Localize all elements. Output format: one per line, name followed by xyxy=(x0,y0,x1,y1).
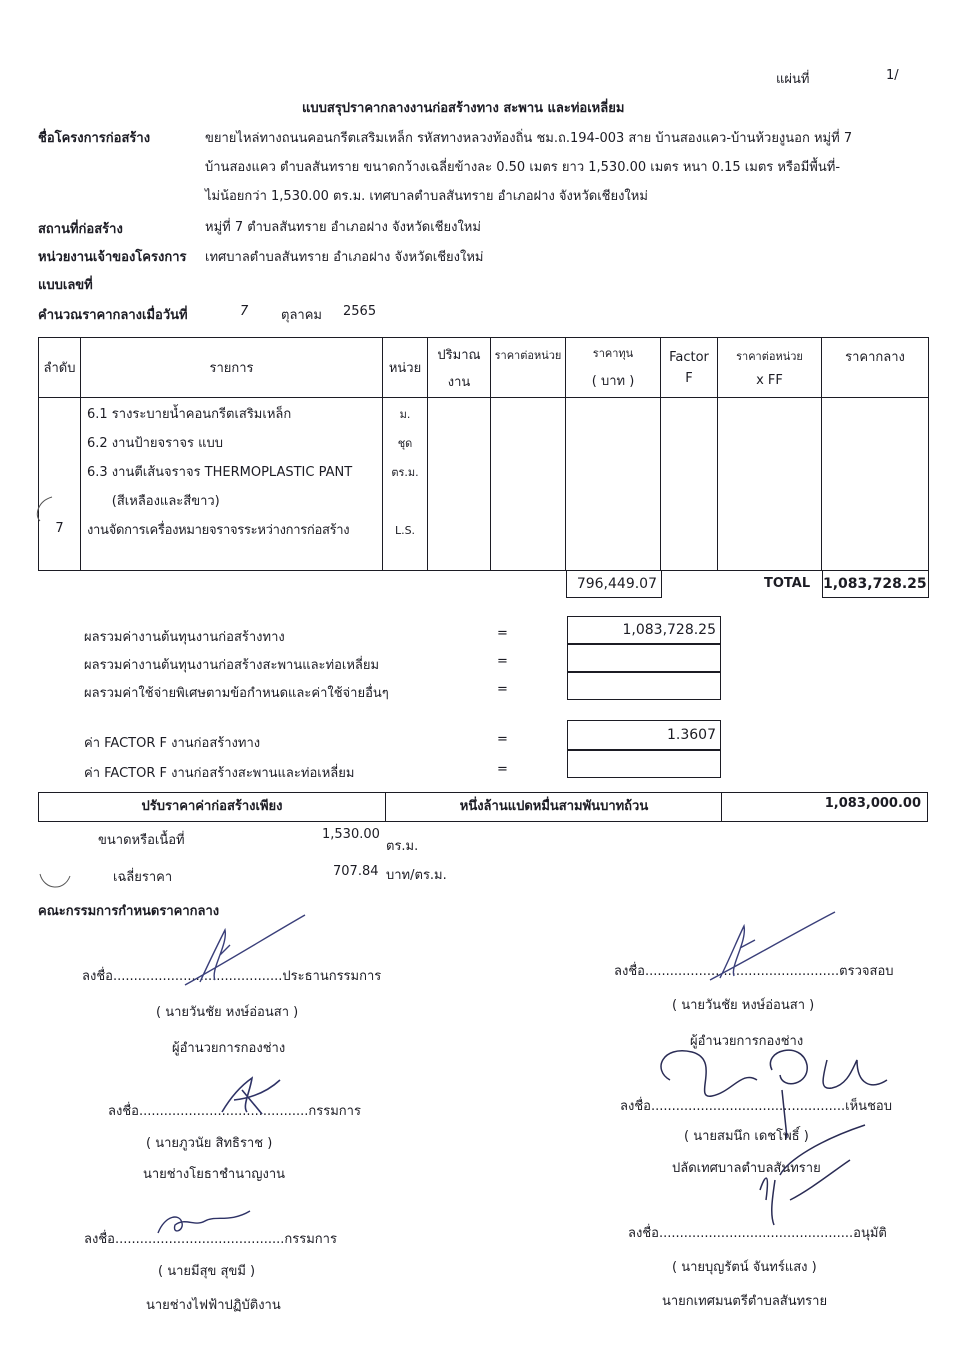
header-unit: หน่วย xyxy=(383,338,428,398)
row-unit: ชุด xyxy=(397,437,413,450)
project-line-2: บ้านสองแคว ตำบลสันทราย ขนาดกว้างเฉลี่ยข้างละ 0.50 เมตร ยาว 1,530.00 เมตร หนา 0.15 เมตร หรือมีพื้นที่- xyxy=(205,160,841,175)
row-unit: ตร.ม. xyxy=(391,466,419,479)
sign-line-approver-2: ลงชื่อ...............................................อนุมัติ xyxy=(628,1226,887,1241)
location-value: หมู่ที่ 7 ตำบลสันทราย อำเภอฝาง จังหวัดเชียงใหม่ xyxy=(205,220,481,235)
items-factor-cell xyxy=(661,398,718,571)
calc-date-label: คำนวณราคากลางเมื่อวันที่ xyxy=(38,308,188,323)
signer-position-chairman: ผู้อำนวยการกองช่าง xyxy=(172,1041,286,1056)
factor-road-label: ค่า FACTOR F งานก่อสร้างทาง xyxy=(84,736,261,751)
row-no: 7 xyxy=(55,521,64,536)
summary-extra-value xyxy=(567,672,721,700)
calc-date-month: ตุลาคม xyxy=(281,308,322,323)
sheet-number: 1/ xyxy=(886,68,899,83)
signer-name-approver-1: ( นายสมนึก เดชโพธิ์ ) xyxy=(684,1129,809,1144)
header-ppu-ff-1: ราคาต่อหน่วย xyxy=(736,350,803,363)
signer-position-inspector: ผู้อำนวยการกองช่าง xyxy=(690,1034,804,1049)
header-no: ลำดับ xyxy=(39,338,81,398)
items-median-cell xyxy=(822,398,929,571)
sheet-label: แผ่นที่ xyxy=(776,72,810,87)
row-unit: ม. xyxy=(399,408,411,421)
row-unit: L.S. xyxy=(394,524,416,537)
header-unit-price: ราคาต่อหน่วย xyxy=(491,338,566,398)
owner-value: เทศบาลตำบลสันทราย อำเภอฝาง จังหวัดเชียงใหม่ xyxy=(205,250,484,265)
sign-line-member-1: ลงชื่อ.........................................กรรมการ xyxy=(108,1104,361,1119)
items-no-cell xyxy=(39,398,81,571)
signer-position-approver-2: นายกเทศมนตรีตำบลสันทราย xyxy=(662,1294,828,1309)
summary-bridge-value xyxy=(567,644,721,672)
average-label: เฉลี่ยราคา xyxy=(113,870,173,885)
summary-road-eq: = xyxy=(497,626,508,641)
factor-bridge-value xyxy=(567,750,721,778)
summary-extra-label: ผลรวมค่าใช้จ่ายพิเศษตามข้อกำหนดและค่าใช้จ่ายอื่นๆ xyxy=(84,686,389,701)
row-item: 6.2 งานป้ายจราจร แบบ xyxy=(87,436,224,451)
signer-name-inspector: ( นายวันชัย หงษ์อ่อนสา ) xyxy=(672,998,815,1013)
calc-date-day: 7 xyxy=(240,304,249,319)
header-cost-1: ราคาทุน xyxy=(592,347,634,360)
signer-name-approver-2: ( นายบุญรัตน์ จันทร์แสง ) xyxy=(672,1260,817,1275)
header-factor-1: Factor xyxy=(669,349,709,365)
header-quantity xyxy=(428,338,491,398)
signature-inspector xyxy=(700,908,840,988)
signature-member-2 xyxy=(150,1205,260,1240)
row-item: 6.1 รางระบายน้ำคอนกรีตเสริมเหล็ก xyxy=(87,407,292,422)
area-value: 1,530.00 xyxy=(322,827,380,842)
adjusted-price-row xyxy=(38,792,928,822)
calc-date-year: 2565 xyxy=(343,304,377,319)
signature-approver-2 xyxy=(740,1120,870,1230)
total-value: 1,083,728.25 xyxy=(822,570,929,598)
items-description-cell xyxy=(81,398,383,571)
signature-chairman xyxy=(180,910,310,990)
summary-road-value: 1,083,728.25 xyxy=(567,616,721,644)
summary-extra-eq: = xyxy=(497,682,508,697)
factor-bridge-eq: = xyxy=(497,762,508,777)
factor-road-eq: = xyxy=(497,732,508,747)
plan-number-label: แบบเลขที่ xyxy=(38,278,93,293)
signer-name-member-2: ( นายมีสุข สุขมี ) xyxy=(158,1264,256,1279)
signer-position-member-1: นายช่างโยธาชำนาญงาน xyxy=(143,1167,286,1182)
signer-name-chairman: ( นายวันชัย หงษ์อ่อนสา ) xyxy=(156,1005,299,1020)
adjusted-words: หนึ่งล้านแปดหมื่นสามพันบาทถ้วน xyxy=(387,793,722,821)
sign-line-inspector: ลงชื่อ...............................................ตรวจสอบ xyxy=(614,964,894,979)
header-quantity-1: ปริมาณ xyxy=(437,347,481,363)
signature-member-1 xyxy=(212,1070,292,1120)
summary-road-label: ผลรวมค่างานต้นทุนงานก่อสร้างทาง xyxy=(84,630,285,645)
items-unit-cell xyxy=(383,398,428,571)
items-unit-price-cell xyxy=(491,398,566,571)
items-quantity-cell xyxy=(428,398,491,571)
row-item: (สีเหลืองและสีขาว) xyxy=(87,494,220,509)
header-factor xyxy=(661,338,718,398)
header-cost xyxy=(566,338,661,398)
summary-bridge-eq: = xyxy=(497,654,508,669)
project-line-1: ขยายไหล่ทางถนนคอนกรีตเสริมเหล็ก รหัสทางหลวงท้องถิ่น ชม.ถ.194-003 สาย บ้านสองแคว-บ้านห้วยงูนอก หมู่ที่ 7 xyxy=(205,131,853,146)
hole-punch-mark-top xyxy=(30,495,60,525)
row-item: 6.3 งานตีเส้นจราจร THERMOPLASTIC PANT xyxy=(87,465,353,480)
factor-road-value: 1.3607 xyxy=(567,720,721,750)
document-title: แบบสรุปราคากลางงานก่อสร้างทาง สะพาน และท่อเหลี่ยม xyxy=(302,101,625,116)
items-ppu-ff-cell xyxy=(718,398,822,571)
header-item: รายการ xyxy=(81,338,383,398)
total-label: TOTAL xyxy=(764,576,811,591)
sign-line-approver-1: ลงชื่อ...............................................เห็นชอบ xyxy=(620,1099,892,1114)
header-median-price: ราคากลาง xyxy=(822,338,929,398)
header-price-per-unit-ff xyxy=(718,338,822,398)
hole-punch-mark-bottom xyxy=(36,868,76,894)
signer-position-approver-1: ปลัดเทศบาลตำบลสันทราย xyxy=(672,1161,821,1176)
row-unit xyxy=(383,487,427,516)
project-label: ชื่อโครงการก่อสร้าง xyxy=(38,131,151,146)
committee-title: คณะกรรมการกำหนดราคากลาง xyxy=(38,904,220,919)
average-unit: บาท/ตร.ม. xyxy=(386,868,447,883)
summary-bridge-label: ผลรวมค่างานต้นทุนงานก่อสร้างสะพานและท่อเหลี่ยม xyxy=(84,658,380,673)
header-factor-2: F xyxy=(685,370,693,386)
cost-table xyxy=(38,337,929,571)
adjusted-label: ปรับราคาค่าก่อสร้างเพียง xyxy=(39,793,386,821)
area-unit: ตร.ม. xyxy=(386,839,419,854)
row-item: งานจัดการเครื่องหมายจราจรระหว่างการก่อสร้าง xyxy=(87,523,350,538)
header-quantity-2: งาน xyxy=(447,374,471,390)
cost-total: 796,449.07 xyxy=(566,570,662,598)
signer-name-member-1: ( นายภูวนัย สิทธิราช ) xyxy=(146,1136,273,1151)
signer-position-member-2: นายช่างไฟฟ้าปฏิบัติงาน xyxy=(146,1298,281,1313)
area-label: ขนาดหรือเนื้อที่ xyxy=(98,833,185,848)
sign-line-member-2: ลงชื่อ.........................................กรรมการ xyxy=(84,1232,337,1247)
location-label: สถานที่ก่อสร้าง xyxy=(38,222,123,237)
factor-bridge-label: ค่า FACTOR F งานก่อสร้างสะพานและท่อเหลี่ยม xyxy=(84,766,355,781)
adjusted-value: 1,083,000.00 xyxy=(824,796,921,811)
owner-label: หน่วยงานเจ้าของโครงการ xyxy=(38,250,187,265)
project-line-3: ไม่น้อยกว่า 1,530.00 ตร.ม. เทศบาลตำบลสันทราย อำเภอฝาง จังหวัดเชียงใหม่ xyxy=(205,189,648,204)
sign-line-chairman: ลงชื่อ.........................................ประธานกรรมการ xyxy=(82,969,382,984)
items-cost-cell xyxy=(566,398,661,571)
header-ppu-ff-2: x FF xyxy=(756,373,783,388)
average-value: 707.84 xyxy=(333,864,379,879)
header-cost-2: ( บาท ) xyxy=(591,374,635,389)
